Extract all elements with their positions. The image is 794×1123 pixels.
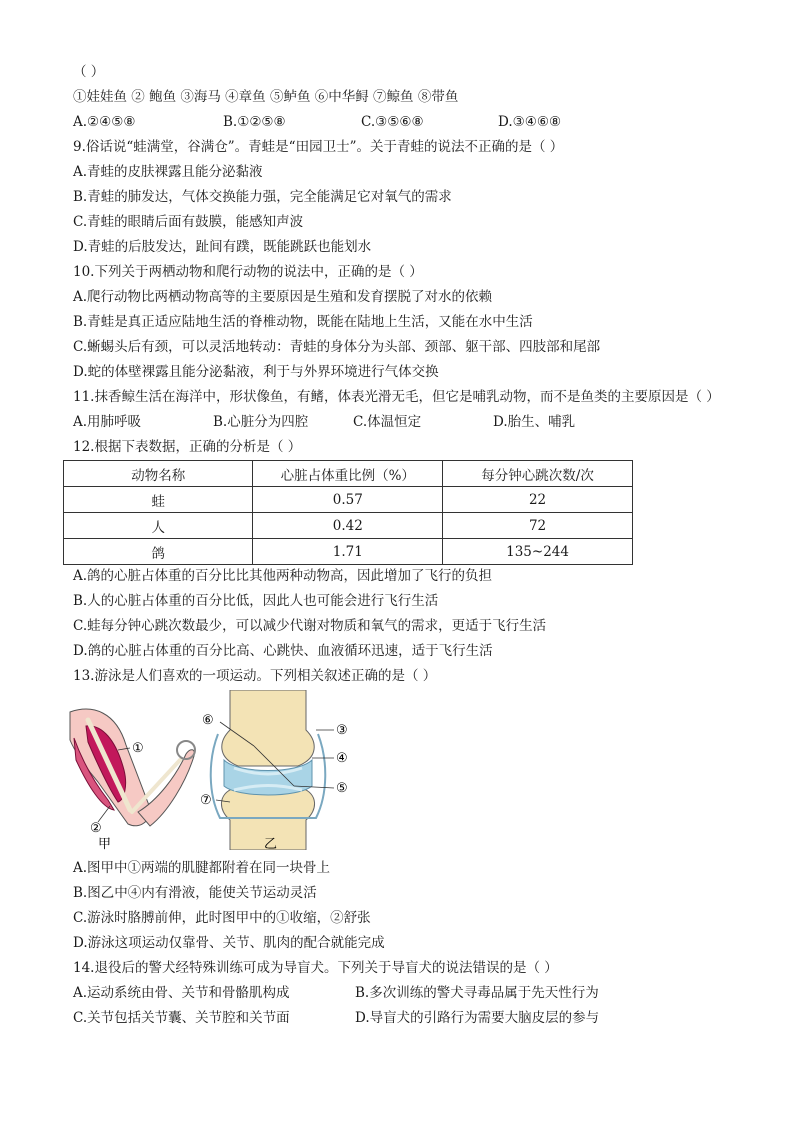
q12-option-a[interactable]: A.鸽的心脏占体重的百分比比其他两种动物高，因此增加了飞行的负担 bbox=[73, 568, 493, 584]
q13-option-b[interactable]: B.图乙中④内有滑液，能使关节运动灵活 bbox=[73, 885, 317, 901]
table-cell: 人 bbox=[64, 513, 253, 539]
heart-data-table bbox=[63, 460, 633, 565]
option-b[interactable]: B.①②⑤⑧ bbox=[223, 114, 286, 130]
question-paren: （ ） bbox=[73, 64, 105, 80]
q9-option-c[interactable]: C.青蛙的眼睛后面有鼓膜，能感知声波 bbox=[73, 214, 304, 230]
q10-option-d[interactable]: D.蛇的体壁裸露且能分泌黏液，利于与外界环境进行气体交换 bbox=[73, 364, 439, 380]
top-options bbox=[73, 112, 733, 132]
marker-2: ② bbox=[90, 821, 102, 836]
table-header-row bbox=[64, 461, 633, 487]
marker-4: ④ bbox=[336, 751, 348, 766]
table-row bbox=[64, 513, 633, 539]
q11-option-d[interactable]: D.胎生、哺乳 bbox=[493, 414, 576, 430]
label-jia: 甲 bbox=[98, 837, 112, 850]
q10-option-b[interactable]: B.青蛙是真正适应陆地生活的脊椎动物，既能在陆地上生活，又能在水中生活 bbox=[73, 314, 533, 330]
table-cell: 135~244 bbox=[443, 539, 633, 565]
q14-option-c[interactable]: C.关节包括关节囊、关节腔和关节面 bbox=[73, 1010, 290, 1026]
q13-option-c[interactable]: C.游泳时胳膊前伸，此时图甲中的①收缩，②舒张 bbox=[73, 910, 371, 926]
q11-options bbox=[73, 412, 733, 432]
arm-joint-figure bbox=[68, 690, 358, 850]
q12-stem: 12.根据下表数据，正确的分析是（ ） bbox=[73, 439, 302, 455]
q11-option-c[interactable]: C.体温恒定 bbox=[353, 414, 422, 430]
table-cell: 1.71 bbox=[253, 539, 443, 565]
q14-option-a[interactable]: A.运动系统由骨、关节和骨骼肌构成 bbox=[73, 985, 290, 1001]
table-header: 心脏占体重比例（%） bbox=[253, 461, 443, 487]
joint-diagram bbox=[200, 690, 348, 850]
table-header: 动物名称 bbox=[64, 461, 253, 487]
q12-option-d[interactable]: D.鸽的心脏占体重的百分比高、心跳快、血液循环迅速，适于飞行生活 bbox=[73, 643, 493, 659]
q11-option-a[interactable]: A.用肺呼吸 bbox=[73, 414, 142, 430]
table-row bbox=[64, 539, 633, 565]
q14-stem: 14.退役后的警犬经特殊训练可成为导盲犬。下列关于导盲犬的说法错误的是（ ） bbox=[73, 960, 558, 976]
marker-1: ① bbox=[132, 741, 144, 756]
q14-options-row2 bbox=[73, 1008, 733, 1028]
option-d[interactable]: D.③④⑥⑧ bbox=[498, 114, 562, 130]
marker-5: ⑤ bbox=[336, 781, 348, 796]
q10-option-a[interactable]: A.爬行动物比两栖动物高等的主要原因是生殖和发育摆脱了对水的依赖 bbox=[73, 289, 493, 305]
q11-stem: 11.抹香鲸生活在海洋中，形状像鱼，有鳍，体表光滑无毛，但它是哺乳动物，而不是鱼类的主要原因是（ ） bbox=[73, 389, 720, 405]
table-cell: 0.42 bbox=[253, 513, 443, 539]
q10-stem: 10.下列关于两栖动物和爬行动物的说法中，正确的是（ ） bbox=[73, 264, 423, 280]
q14-option-b[interactable]: B.多次训练的警犬寻毒品属于先天性行为 bbox=[355, 985, 599, 1001]
label-yi: 乙 bbox=[264, 837, 278, 850]
marker-6: ⑥ bbox=[202, 713, 214, 728]
q9-stem: 9.俗话说“蛙满堂，谷满仓”。青蛙是“田园卫士”。关于青蛙的说法不正确的是（ ） bbox=[73, 139, 564, 155]
table-row bbox=[64, 487, 633, 513]
table-cell: 0.57 bbox=[253, 487, 443, 513]
q11-option-b[interactable]: B.心脏分为四腔 bbox=[213, 414, 309, 430]
q14-options-row1 bbox=[73, 983, 733, 1003]
arm-diagram bbox=[70, 709, 195, 850]
q13-option-d[interactable]: D.游泳这项运动仅靠骨、关节、肌肉的配合就能完成 bbox=[73, 935, 385, 951]
q14-option-d[interactable]: D.导盲犬的引路行为需要大脑皮层的参与 bbox=[355, 1010, 600, 1026]
q9-option-b[interactable]: B.青蛙的肺发达，气体交换能力强，完全能满足它对氧气的需求 bbox=[73, 189, 452, 205]
table-cell: 22 bbox=[443, 487, 633, 513]
q13-option-a[interactable]: A.图甲中①两端的肌腱都附着在同一块骨上 bbox=[73, 860, 331, 876]
q12-option-c[interactable]: C.蛙每分钟心跳次数最少，可以减少代谢对物质和氧气的需求，更适于飞行生活 bbox=[73, 618, 547, 634]
marker-7: ⑦ bbox=[200, 793, 212, 808]
q12-option-b[interactable]: B.人的心脏占体重的百分比低，因此人也可能会进行飞行生活 bbox=[73, 593, 439, 609]
table-cell: 72 bbox=[443, 513, 633, 539]
table-cell: 蛙 bbox=[64, 487, 253, 513]
table-cell: 鸽 bbox=[64, 539, 253, 565]
anatomy-illustration bbox=[68, 690, 358, 850]
table-header: 每分钟心跳次数/次 bbox=[443, 461, 633, 487]
q13-stem: 13.游泳是人们喜欢的一项运动。下列相关叙述正确的是（ ） bbox=[73, 668, 437, 684]
q9-option-d[interactable]: D.青蛙的后肢发达，趾间有蹼，既能跳跃也能划水 bbox=[73, 239, 372, 255]
q9-option-a[interactable]: A.青蛙的皮肤裸露且能分泌黏液 bbox=[73, 164, 263, 180]
q10-option-c[interactable]: C.蜥蜴头后有颈，可以灵活地转动：青蛙的身体分为头部、颈部、躯干部、四肢部和尾部 bbox=[73, 339, 601, 355]
animal-list: ①娃娃鱼 ② 鲍鱼 ③海马 ④章鱼 ⑤鲈鱼 ⑥中华鲟 ⑦鲸鱼 ⑧带鱼 bbox=[73, 89, 459, 105]
option-a[interactable]: A.②④⑤⑧ bbox=[73, 114, 136, 130]
marker-3: ③ bbox=[336, 723, 348, 738]
option-c[interactable]: C.③⑤⑥⑧ bbox=[361, 114, 424, 130]
